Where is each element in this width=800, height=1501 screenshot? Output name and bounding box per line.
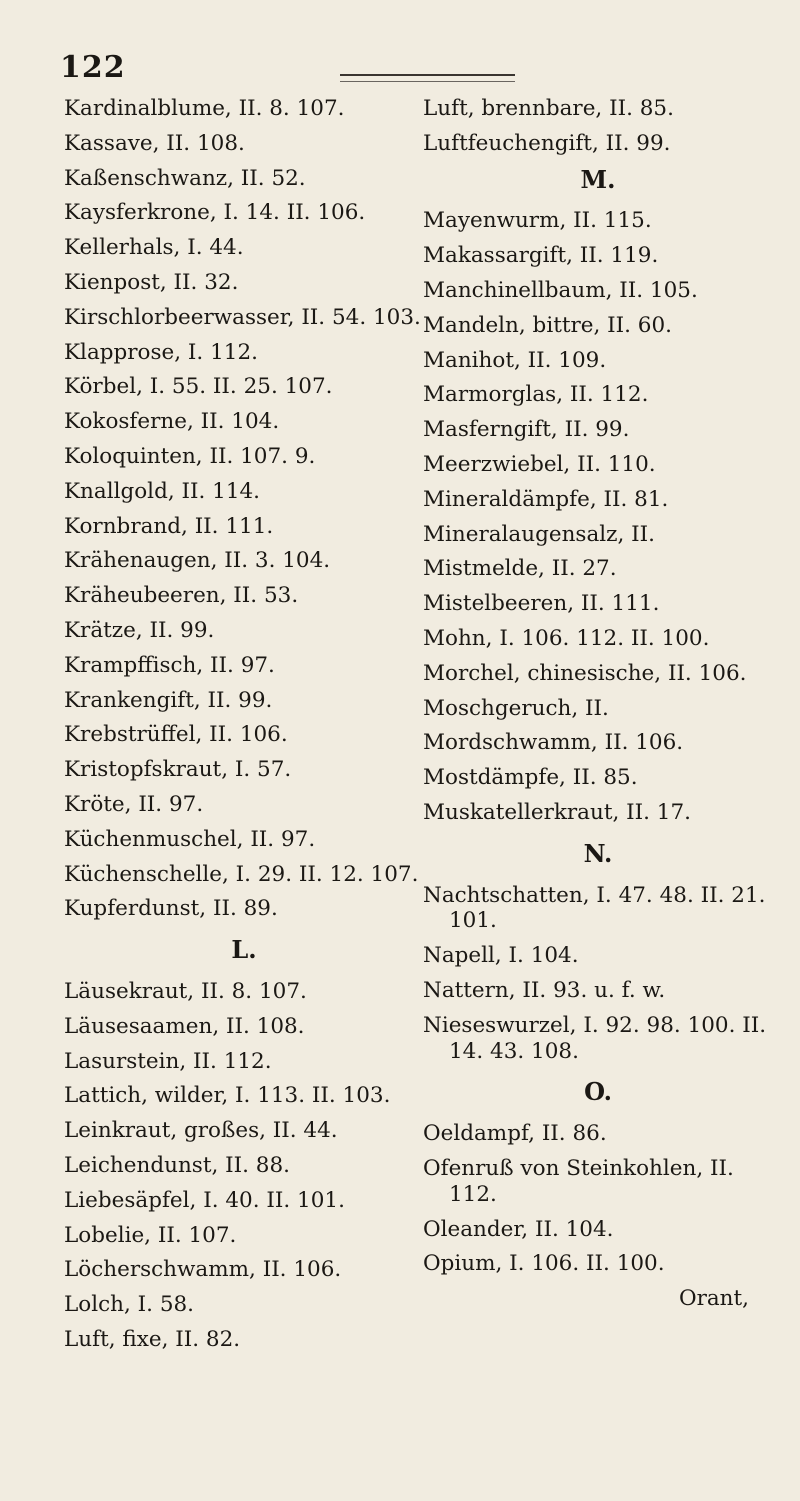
index-entry: Opium, I. 106. II. 100.: [423, 1251, 665, 1277]
index-entry: Lobelie, II. 107.: [64, 1222, 237, 1248]
index-entry: Löcherschwamm, II. 106.: [64, 1257, 342, 1283]
index-entry: Läusesaamen, II. 108.: [64, 1013, 305, 1039]
index-entry: Krätze, II. 99.: [64, 617, 215, 643]
index-entry: Körbel, I. 55. II. 25. 107.: [64, 374, 333, 400]
index-entry: Nieseswurzel, I. 92. 98. 100. II. 14. 43. 108.: [423, 1012, 767, 1064]
index-entry: Nattern, II. 93. u. f. w.: [423, 977, 666, 1003]
entries-m: [423, 208, 773, 825]
index-entry: Mordschwamm, II. 106.: [423, 730, 684, 756]
index-entry: Luft, brennbare, II. 85.: [423, 96, 674, 121]
page-number: 122: [60, 50, 126, 85]
entries-o: [423, 1121, 773, 1277]
index-entry: Luft, fixe, II. 82.: [64, 1326, 241, 1352]
section-letter-m: M.: [580, 164, 616, 194]
index-entry: Kräheubeeren, II. 53.: [64, 583, 299, 609]
entries-k: [64, 96, 424, 922]
index-entry: Krähenaugen, II. 3. 104.: [64, 548, 331, 574]
index-entry: Kornbrand, II. 111.: [64, 513, 274, 539]
index-entry: Mistelbeeren, II. 111.: [423, 591, 660, 617]
index-entry: Oleander, II. 104.: [423, 1216, 614, 1242]
index-entry: Moschgeruch, II.: [423, 695, 609, 721]
index-entry: Lolch, I. 58.: [64, 1292, 195, 1318]
index-entry: Kirschlorbeerwasser, II. 54. 103.: [64, 304, 421, 330]
index-entry: Kaßenschwanz, II. 52.: [64, 165, 306, 191]
index-entry: Mandeln, bittre, II. 60.: [423, 312, 672, 338]
index-entry: Kaysferkrone, I. 14. II. 106.: [64, 200, 366, 226]
index-entry: Lattich, wilder, I. 113. II. 103.: [64, 1083, 391, 1109]
index-entry: Krebstrüffel, II. 106.: [64, 722, 288, 748]
header-rule: [340, 74, 515, 82]
index-entry: Mineralaugensalz, II.: [423, 521, 655, 547]
entries-l: [64, 979, 424, 1353]
index-entry: Lasurstein, II. 112.: [64, 1048, 272, 1074]
index-entry: Mohn, I. 106. 112. II. 100.: [423, 625, 710, 651]
index-entry: Kupferdunst, II. 89.: [64, 896, 278, 922]
index-entry: Krankengift, II. 99.: [64, 687, 273, 713]
index-entry: Manihot, II. 109.: [423, 347, 607, 373]
index-entry: Läusekraut, II. 8. 107.: [64, 978, 307, 1004]
entries-n: [423, 883, 773, 1065]
entries-top: [423, 96, 773, 157]
section-letter-l: L.: [231, 935, 257, 965]
index-entry: Kröte, II. 97.: [64, 791, 204, 817]
index-entry: Marmorglas, II. 112.: [423, 382, 649, 408]
index-entry: Luftfeuchengift, II. 99.: [423, 130, 671, 156]
index-entry: Krampffisch, II. 97.: [64, 652, 275, 678]
section-letter-o: O.: [584, 1077, 612, 1107]
index-entry: Leichendunst, II. 88.: [64, 1152, 290, 1178]
index-entry: Mineraldämpfe, II. 81.: [423, 486, 669, 512]
index-entry: Napell, I. 104.: [423, 943, 579, 969]
index-entry: Kristopfskraut, I. 57.: [64, 757, 292, 783]
index-entry: Manchinellbaum, II. 105.: [423, 277, 698, 303]
index-entry: Muskatellerkraut, II. 17.: [423, 799, 691, 825]
index-entry: Liebesäpfel, I. 40. II. 101.: [64, 1187, 345, 1213]
index-entry: Kokosferne, II. 104.: [64, 409, 280, 435]
index-entry: Oeldampf, II. 86.: [423, 1121, 607, 1147]
index-entry: Küchenschelle, I. 29. II. 12. 107.: [64, 861, 419, 887]
index-entry: Mostdämpfe, II. 85.: [423, 765, 638, 791]
index-entry: Klapprose, I. 112.: [64, 339, 258, 365]
index-entry: Makassargift, II. 119.: [423, 243, 659, 269]
index-entry: Knallgold, II. 114.: [64, 478, 261, 504]
section-letter-n: N.: [583, 838, 613, 868]
index-entry: Kellerhals, I. 44.: [64, 235, 244, 261]
right-column: [423, 96, 773, 1321]
index-entry: Morchel, chinesische, II. 106.: [423, 660, 747, 686]
index-entry: Kassave, II. 108.: [64, 130, 245, 156]
index-entry: Leinkraut, großes, II. 44.: [64, 1118, 338, 1144]
index-entry: Ofenruß von Steinkohlen, II. 112.: [423, 1155, 734, 1207]
index-entry: Meerzwiebel, II. 110.: [423, 451, 656, 477]
catchword: Orant,: [678, 1286, 749, 1312]
index-entry: Mayenwurm, II. 115.: [423, 208, 652, 234]
index-entry: Kardinalblume, II. 8. 107.: [64, 96, 345, 121]
index-entry: Nachtschatten, I. 47. 48. II. 21. 101.: [423, 882, 766, 934]
index-entry: Kienpost, II. 32.: [64, 269, 239, 295]
left-column: [64, 96, 424, 1362]
index-entry: Masferngift, II. 99.: [423, 417, 630, 443]
index-entry: Küchenmuschel, II. 97.: [64, 826, 316, 852]
index-entry: Mistmelde, II. 27.: [423, 556, 617, 582]
index-entry: Koloquinten, II. 107. 9.: [64, 443, 316, 469]
